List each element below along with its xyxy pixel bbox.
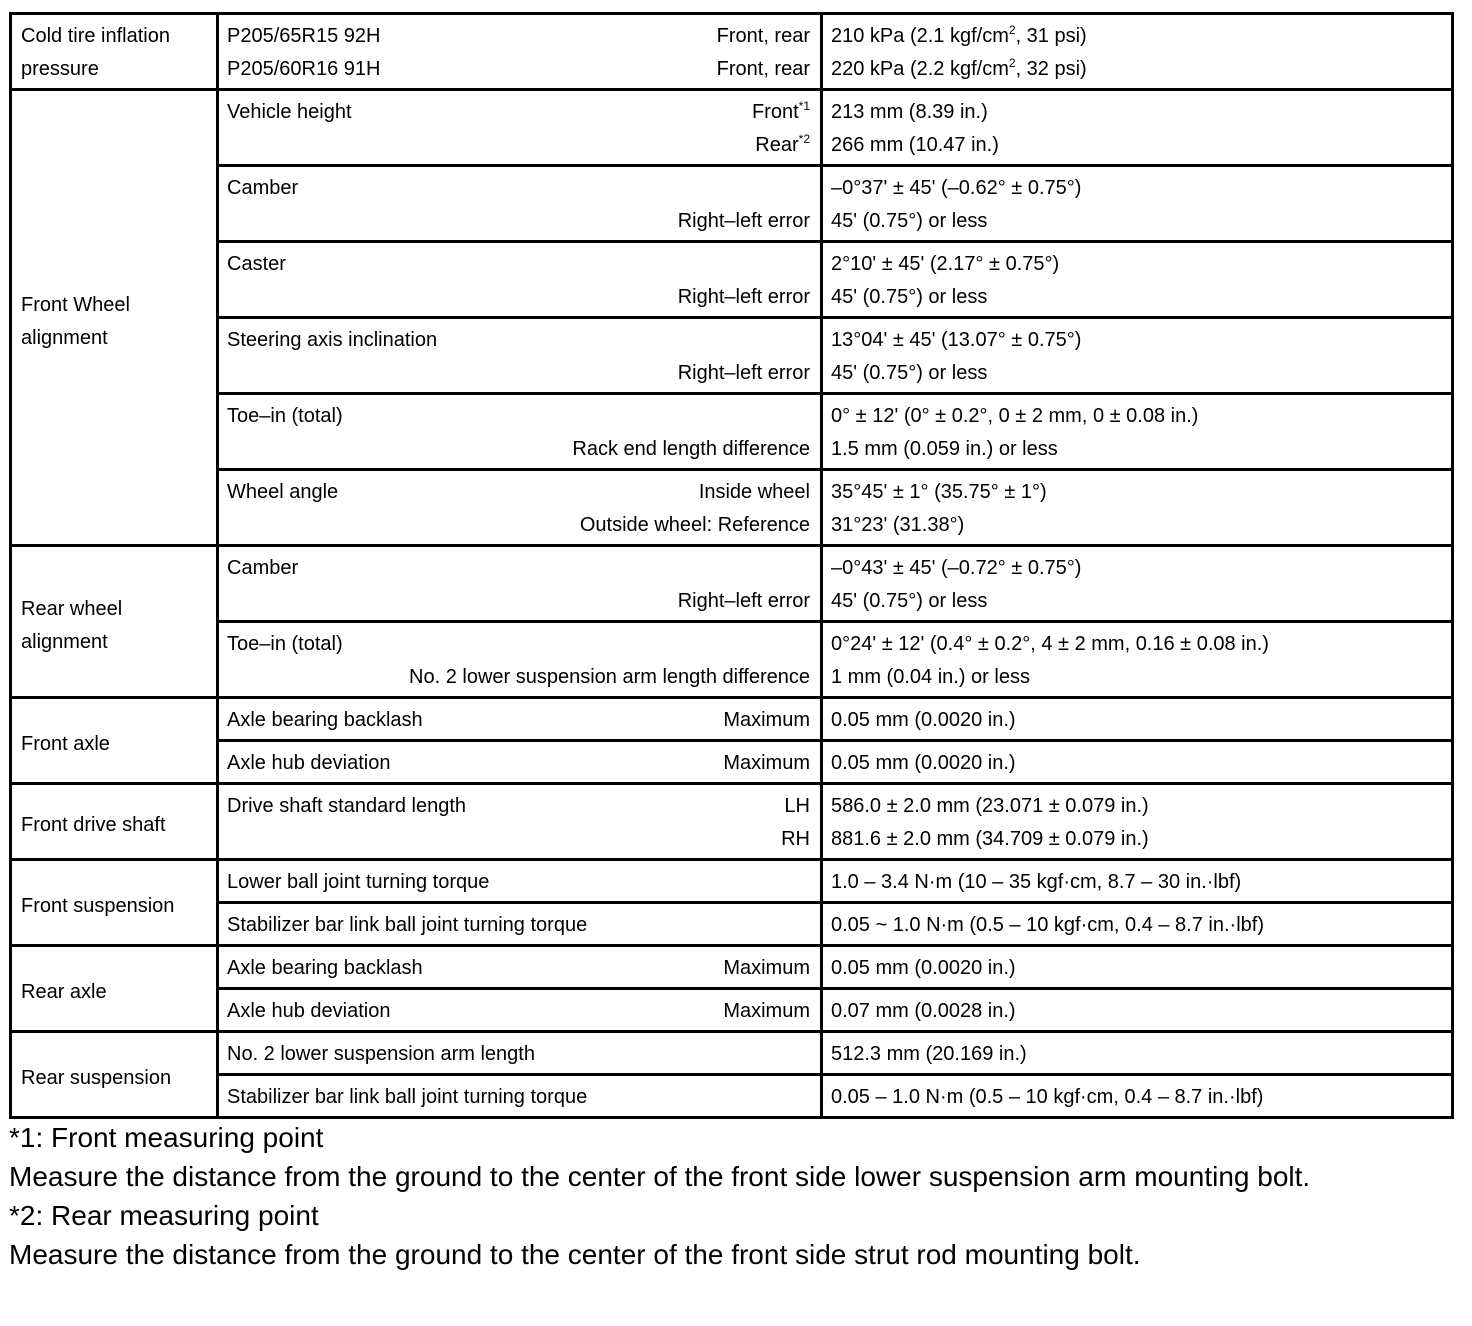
table-row bbox=[11, 470, 1453, 546]
specification-table bbox=[9, 12, 1454, 1119]
table-row bbox=[11, 989, 1453, 1032]
table-row bbox=[11, 394, 1453, 470]
spec-value: 210 kPa (2.1 kgf/$cm^2$, 31 psi) bbox=[831, 23, 1087, 47]
value-cell bbox=[822, 622, 1453, 698]
item-qualifier: Right–left error bbox=[677, 362, 810, 384]
spec-value: 13°04' ± 45' (13.07° ± 0.75°) bbox=[831, 329, 1082, 351]
item-label: Toe–in (total) bbox=[227, 633, 343, 655]
spec-value: 1.0 – 3.4 N·m (10 – 35 kgf·cm, 8.7 – 30 in.·lbf) bbox=[831, 871, 1242, 893]
spec-value: 0.05 ~ 1.0 N·m (0.5 – 10 kgf·cm, 0.4 – 8.7 in.·lbf) bbox=[831, 914, 1264, 936]
item-cell bbox=[218, 546, 822, 622]
category-label: Rear suspension bbox=[21, 1067, 172, 1089]
table-row bbox=[11, 946, 1453, 989]
item-qualifier: Maximum bbox=[723, 1000, 810, 1022]
footnote-ref: *2 bbox=[798, 132, 810, 146]
item-qualifier: Front, rear bbox=[716, 58, 810, 80]
spec-value: 881.6 ± 2.0 mm (34.709 ± 0.079 in.) bbox=[831, 828, 1149, 850]
value-cell bbox=[822, 946, 1453, 989]
footnote-text: Measure the distance from the ground to the center of the front side lower suspension arm mounting bolt. bbox=[9, 1161, 1311, 1192]
item-label: Axle bearing backlash bbox=[227, 957, 423, 979]
table-row bbox=[11, 1075, 1453, 1118]
table-row bbox=[11, 1032, 1453, 1075]
table-row bbox=[11, 622, 1453, 698]
item-qualifier: Maximum bbox=[723, 709, 810, 731]
category-label: alignment bbox=[21, 630, 108, 653]
item-qualifier: Maximum bbox=[723, 957, 810, 979]
footnote-text: Measure the distance from the ground to the center of the front side strut rod mounting bolt. bbox=[9, 1239, 1141, 1270]
table-row bbox=[11, 242, 1453, 318]
spec-value: 266 mm (10.47 in.) bbox=[831, 134, 999, 156]
category-cell bbox=[11, 946, 218, 1032]
spec-value: 35°45' ± 1° (35.75° ± 1°) bbox=[831, 481, 1047, 503]
table-row bbox=[11, 14, 1453, 90]
spec-value: 0.07 mm (0.0028 in.) bbox=[831, 1000, 1016, 1022]
value-cell bbox=[822, 741, 1453, 784]
item-qualifier: Right–left error bbox=[677, 590, 810, 612]
value-cell bbox=[822, 14, 1453, 90]
item-qualifier: Inside wheel bbox=[698, 481, 810, 503]
item-cell bbox=[218, 242, 822, 318]
value-cell bbox=[822, 1032, 1453, 1075]
table-row bbox=[11, 741, 1453, 784]
category-cell bbox=[11, 860, 218, 946]
spec-value: –0°37' ± 45' (–0.62° ± 0.75°) bbox=[831, 177, 1082, 199]
footnote-heading: *2: Rear measuring point bbox=[9, 1200, 319, 1231]
item-cell bbox=[218, 784, 822, 860]
table-row bbox=[11, 903, 1453, 946]
category-label: Front suspension bbox=[21, 895, 175, 917]
category-label: pressure bbox=[21, 58, 99, 80]
footnote-ref: *1 bbox=[798, 99, 810, 113]
item-cell bbox=[218, 903, 822, 946]
item-cell bbox=[218, 318, 822, 394]
category-label: Rear wheel bbox=[21, 597, 123, 620]
value-cell bbox=[822, 1075, 1453, 1118]
item-cell bbox=[218, 90, 822, 166]
item-label: Steering axis inclination bbox=[227, 329, 438, 351]
category-label: Front axle bbox=[21, 733, 110, 755]
spec-value: 2°10' ± 45' (2.17° ± 0.75°) bbox=[831, 253, 1060, 275]
item-qualifier: Front, rear bbox=[716, 25, 810, 47]
item-qualifier: Right–left error bbox=[677, 286, 810, 308]
value-cell bbox=[822, 166, 1453, 242]
item-qualifier: Maximum bbox=[723, 752, 810, 774]
spec-value: 0° ± 12' (0° ± 0.2°, 0 ± 2 mm, 0 ± 0.08 in.) bbox=[831, 405, 1199, 427]
spec-value: –0°43' ± 45' (–0.72° ± 0.75°) bbox=[831, 557, 1082, 579]
spec-value: 512.3 mm (20.169 in.) bbox=[831, 1043, 1027, 1065]
value-cell bbox=[822, 784, 1453, 860]
value-cell bbox=[822, 394, 1453, 470]
category-cell bbox=[11, 784, 218, 860]
value-cell bbox=[822, 242, 1453, 318]
footnotes bbox=[9, 1118, 1310, 1274]
item-cell bbox=[218, 470, 822, 546]
spec-value: 0°24' ± 12' (0.4° ± 0.2°, 4 ± 2 mm, 0.16 ± 0.08 in.) bbox=[831, 633, 1269, 655]
item-label: Lower ball joint turning torque bbox=[227, 871, 490, 893]
item-cell bbox=[218, 166, 822, 242]
spec-value: 31°23' (31.38°) bbox=[831, 514, 965, 536]
item-label: P205/65R15 92H bbox=[227, 25, 381, 47]
category-cell bbox=[11, 698, 218, 784]
item-cell bbox=[218, 860, 822, 903]
table-row bbox=[11, 860, 1453, 903]
spec-value: 220 kPa (2.2 kgf/$cm^2$, 32 psi) bbox=[831, 56, 1087, 80]
item-label: No. 2 lower suspension arm length bbox=[227, 1043, 535, 1065]
item-label: Drive shaft standard length bbox=[227, 795, 467, 817]
item-qualifier: LH bbox=[784, 795, 810, 817]
spec-value: 45' (0.75°) or less bbox=[831, 590, 988, 612]
table-row bbox=[11, 698, 1453, 741]
value-cell bbox=[822, 470, 1453, 546]
item-label: Camber bbox=[227, 177, 299, 199]
item-qualifier: Outside wheel: Reference bbox=[579, 514, 810, 536]
spec-value: 1.5 mm (0.059 in.) or less bbox=[831, 438, 1058, 460]
category-label: Cold tire inflation bbox=[21, 25, 170, 47]
spec-value: 0.05 mm (0.0020 in.) bbox=[831, 957, 1016, 979]
item-label: Stabilizer bar link ball joint turning torque bbox=[227, 1086, 588, 1108]
item-label: Stabilizer bar link ball joint turning torque bbox=[227, 914, 588, 936]
item-cell bbox=[218, 741, 822, 784]
item-label: Caster bbox=[227, 253, 286, 275]
table-row bbox=[11, 784, 1453, 860]
category-cell bbox=[11, 14, 218, 90]
value-cell bbox=[822, 860, 1453, 903]
item-label: P205/60R16 91H bbox=[227, 58, 381, 80]
spec-value: 45' (0.75°) or less bbox=[831, 362, 988, 384]
table-row bbox=[11, 90, 1453, 166]
table-row bbox=[11, 318, 1453, 394]
table-row bbox=[11, 166, 1453, 242]
spec-value: 0.05 – 1.0 N·m (0.5 – 10 kgf·cm, 0.4 – 8.7 in.·lbf) bbox=[831, 1086, 1264, 1108]
item-cell bbox=[218, 698, 822, 741]
item-cell bbox=[218, 1032, 822, 1075]
spec-value: 213 mm (8.39 in.) bbox=[831, 101, 988, 123]
item-label: Camber bbox=[227, 557, 299, 579]
item-label: Toe–in (total) bbox=[227, 405, 343, 427]
value-cell bbox=[822, 698, 1453, 741]
spec-value: 1 mm (0.04 in.) or less bbox=[831, 666, 1030, 688]
item-qualifier: Rear$^{*2}$ bbox=[755, 132, 810, 156]
item-cell bbox=[218, 1075, 822, 1118]
item-label: Axle hub deviation bbox=[227, 1000, 391, 1022]
item-cell bbox=[218, 946, 822, 989]
item-cell bbox=[218, 394, 822, 470]
item-label: Axle bearing backlash bbox=[227, 709, 423, 731]
item-qualifier: Right–left error bbox=[677, 210, 810, 232]
item-label: Wheel angle bbox=[227, 481, 339, 503]
spec-value: 45' (0.75°) or less bbox=[831, 286, 988, 308]
item-cell bbox=[218, 989, 822, 1032]
category-cell bbox=[11, 90, 218, 546]
item-qualifier: Front$^{*1}$ bbox=[751, 99, 810, 123]
category-label: Rear axle bbox=[21, 981, 107, 1003]
item-qualifier: No. 2 lower suspension arm length difference bbox=[409, 666, 810, 688]
category-label: Front Wheel bbox=[21, 293, 130, 316]
category-cell bbox=[11, 546, 218, 698]
value-cell bbox=[822, 546, 1453, 622]
item-cell bbox=[218, 14, 822, 90]
value-cell bbox=[822, 989, 1453, 1032]
value-cell bbox=[822, 90, 1453, 166]
table-row bbox=[11, 546, 1453, 622]
item-label: Axle hub deviation bbox=[227, 752, 391, 774]
category-label: Front drive shaft bbox=[21, 814, 166, 836]
value-cell bbox=[822, 903, 1453, 946]
item-qualifier: RH bbox=[781, 828, 810, 850]
category-label: alignment bbox=[21, 326, 108, 349]
spec-value: 0.05 mm (0.0020 in.) bbox=[831, 709, 1016, 731]
item-label: Vehicle height bbox=[227, 101, 352, 123]
spec-value: 0.05 mm (0.0020 in.) bbox=[831, 752, 1016, 774]
spec-value: 45' (0.75°) or less bbox=[831, 210, 988, 232]
footnote-heading: *1: Front measuring point bbox=[9, 1122, 324, 1153]
spec-value: 586.0 ± 2.0 mm (23.071 ± 0.079 in.) bbox=[831, 795, 1149, 817]
value-cell bbox=[822, 318, 1453, 394]
item-cell bbox=[218, 622, 822, 698]
category-cell bbox=[11, 1032, 218, 1118]
item-qualifier: Rack end length difference bbox=[572, 438, 810, 460]
